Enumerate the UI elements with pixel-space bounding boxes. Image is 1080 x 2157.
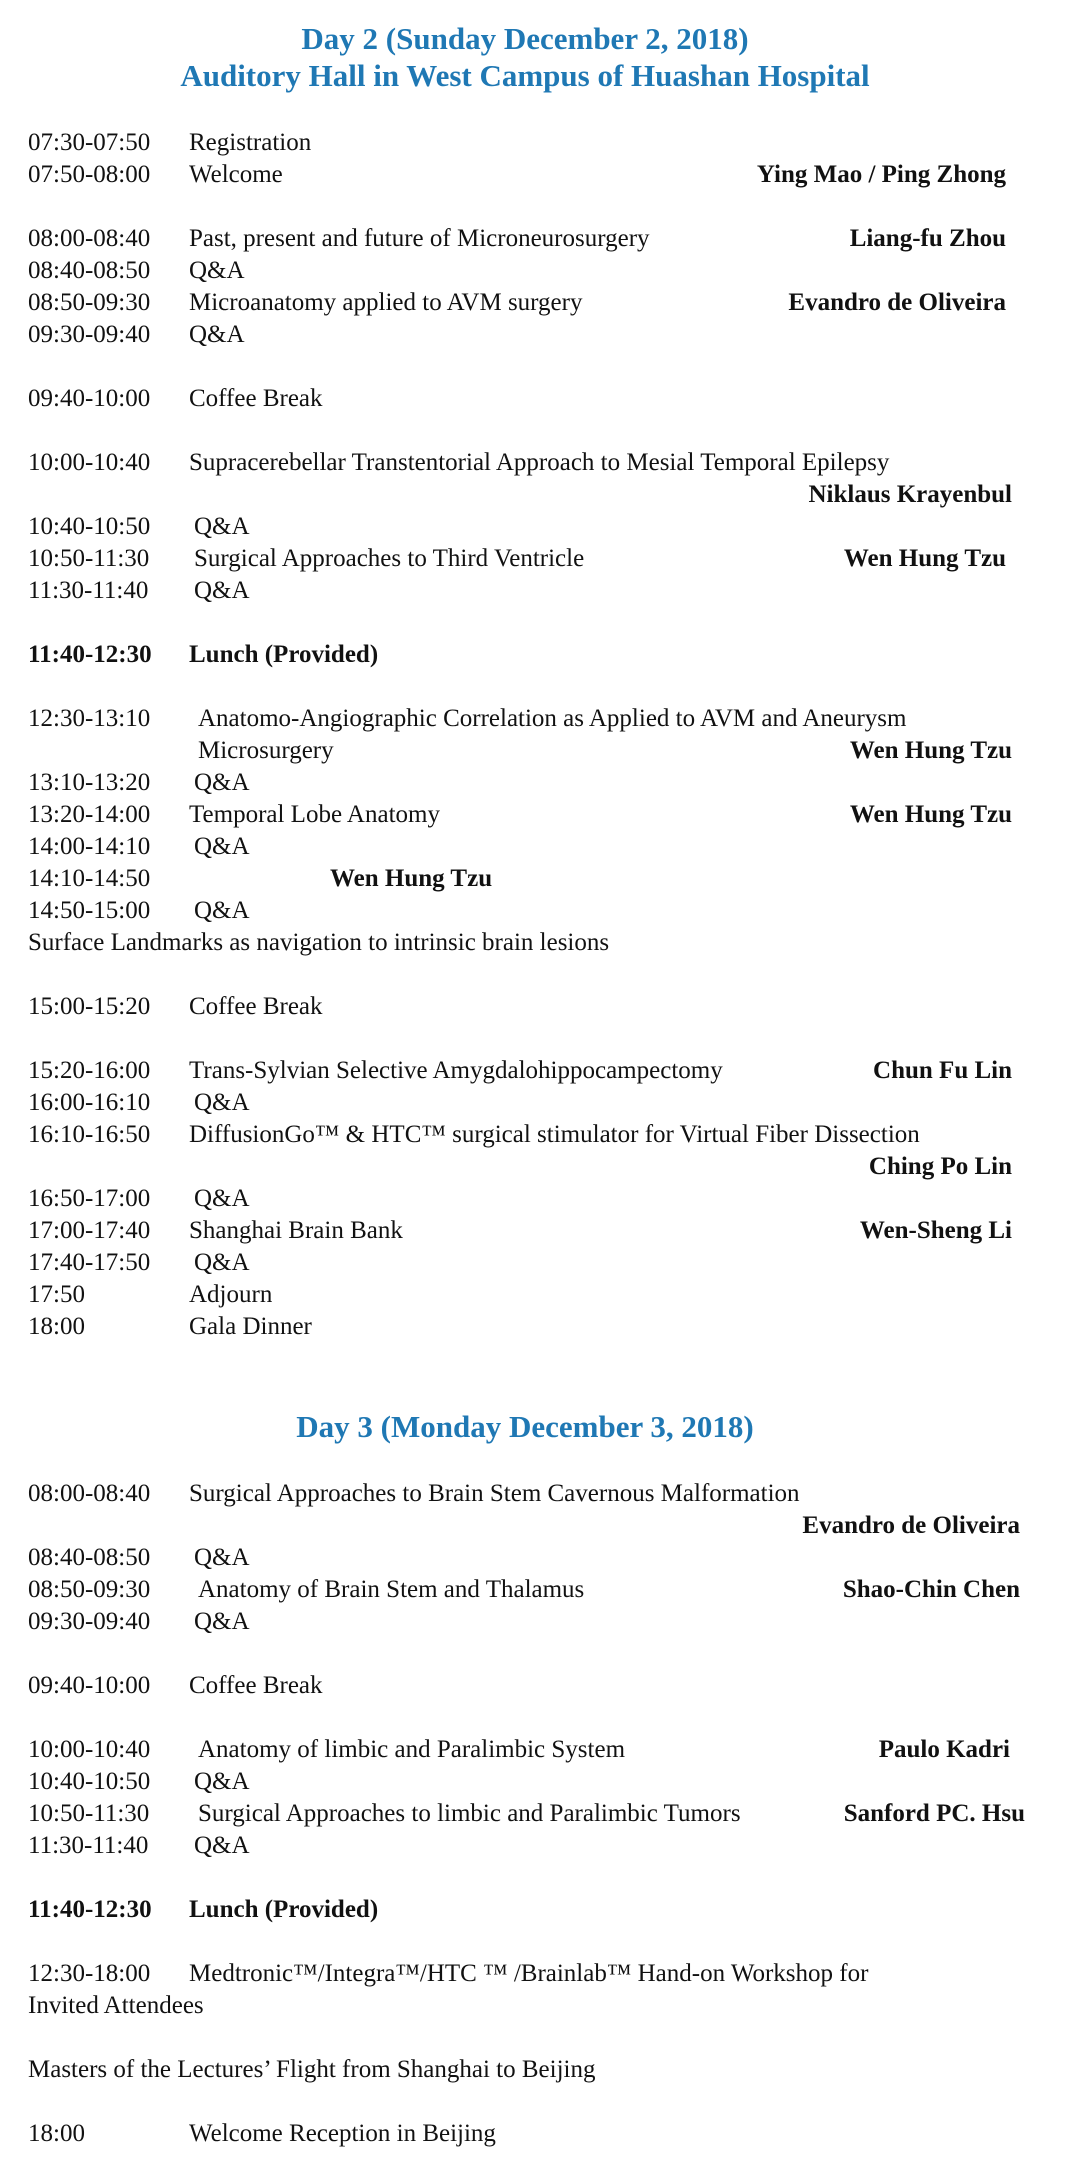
- row-desc: Q&A: [194, 769, 250, 796]
- row-speaker: Wen Hung Tzu: [849, 801, 1012, 828]
- row-desc: Past, present and future of Microneurosurgery: [189, 225, 650, 252]
- row-speaker: Liang-fu Zhou: [849, 225, 1006, 252]
- row-desc: Supracerebellar Transtentorial Approach to Mesial Temporal Epilepsy: [189, 449, 890, 476]
- row-speaker: Shao-Chin Chen: [842, 1576, 1020, 1603]
- row-desc: DiffusionGo™ & HTC™ surgical stimulator for Virtual Fiber Dissection: [189, 1121, 920, 1148]
- row-time: 10:50-11:30: [28, 545, 150, 572]
- lunch-label: Lunch (Provided): [189, 1896, 379, 1923]
- row-time: 13:10-13:20: [28, 769, 151, 796]
- row-desc: Anatomy of Brain Stem and Thalamus: [198, 1576, 585, 1603]
- row-desc: Q&A: [194, 513, 250, 540]
- row-time: 08:00-08:40: [28, 1480, 151, 1507]
- row-desc: Welcome Reception in Beijing: [189, 2120, 496, 2147]
- row-time: 09:30-09:40: [28, 1608, 151, 1635]
- row-desc: Surgical Approaches to Third Ventricle: [194, 545, 585, 572]
- row-desc: Welcome: [189, 161, 283, 188]
- row-time: 16:50-17:00: [28, 1185, 151, 1212]
- row-desc: Coffee Break: [189, 1672, 323, 1699]
- row-time: 12:30-18:00: [28, 1960, 151, 1987]
- row-time: 08:50-09:30: [28, 289, 151, 316]
- row-time: 17:50: [28, 1281, 85, 1308]
- row-time: 08:00-08:40: [28, 225, 151, 252]
- row-note: Surface Landmarks as navigation to intrinsic brain lesions: [28, 929, 610, 956]
- row-time: 07:50-08:00: [28, 161, 151, 188]
- row-time: 17:40-17:50: [28, 1249, 151, 1276]
- row-desc: Coffee Break: [189, 385, 323, 412]
- row-desc: Q&A: [194, 1608, 250, 1635]
- row-time: 17:00-17:40: [28, 1217, 151, 1244]
- row-desc: Surgical Approaches to Brain Stem Cavernous Malformation: [189, 1480, 800, 1507]
- row-time: 09:40-10:00: [28, 385, 151, 412]
- row-desc: Temporal Lobe Anatomy: [189, 801, 440, 828]
- row-desc: Q&A: [194, 1768, 250, 1795]
- row-speaker: Ying Mao / Ping Zhong: [756, 161, 1006, 188]
- row-desc: Q&A: [194, 1249, 250, 1276]
- row-desc: Q&A: [194, 1832, 250, 1859]
- row-desc: Q&A: [194, 833, 250, 860]
- row-time: 14:50-15:00: [28, 897, 151, 924]
- row-time: 08:40-08:50: [28, 1544, 151, 1571]
- row-speaker: Chun Fu Lin: [873, 1057, 1012, 1084]
- row-desc: Q&A: [194, 1185, 250, 1212]
- row-desc-continued: Invited Attendees: [28, 1992, 204, 2019]
- row-desc: Surgical Approaches to limbic and Paralimbic Tumors: [198, 1800, 741, 1827]
- row-speaker: Evandro de Oliveira: [788, 289, 1006, 316]
- day2-venue: Auditory Hall in West Campus of Huashan Hospital: [180, 58, 870, 93]
- row-time: 15:00-15:20: [28, 993, 151, 1020]
- row-speaker: Evandro de Oliveira: [802, 1512, 1020, 1539]
- row-desc: Adjourn: [189, 1281, 273, 1308]
- row-desc: Q&A: [189, 321, 245, 348]
- row-time: 18:00: [28, 1313, 85, 1340]
- row-time: 08:50-09:30: [28, 1576, 151, 1603]
- row-time: 14:10-14:50: [28, 865, 151, 892]
- row-time: 14:00-14:10: [28, 833, 151, 860]
- row-speaker: Wen Hung Tzu: [849, 737, 1012, 764]
- row-time: 09:30-09:40: [28, 321, 151, 348]
- day3-title: Day 3 (Monday December 3, 2018): [296, 1409, 754, 1444]
- row-time: 10:40-10:50: [28, 513, 151, 540]
- row-desc: Microanatomy applied to AVM surgery: [189, 289, 583, 316]
- row-time: 07:30-07:50: [28, 129, 151, 156]
- row-desc: Trans-Sylvian Selective Amygdalohippocampectomy: [189, 1057, 723, 1084]
- lunch-time: 11:40-12:30: [28, 1896, 152, 1923]
- lunch-label: Lunch (Provided): [189, 641, 379, 668]
- row-time: 09:40-10:00: [28, 1672, 151, 1699]
- row-time: 10:00-10:40: [28, 1736, 151, 1763]
- row-desc: Registration: [189, 129, 312, 156]
- row-time: 16:10-16:50: [28, 1121, 151, 1148]
- row-time: 16:00-16:10: [28, 1089, 151, 1116]
- row-time: 11:30-11:40: [28, 1832, 149, 1859]
- row-desc: Anatomy of limbic and Paralimbic System: [198, 1736, 626, 1763]
- row-speaker: Ching Po Lin: [868, 1153, 1012, 1180]
- row-time: 10:50-11:30: [28, 1800, 150, 1827]
- row-time: 10:00-10:40: [28, 449, 151, 476]
- row-time: 12:30-13:10: [28, 705, 151, 732]
- row-desc: Q&A: [194, 1089, 250, 1116]
- row-note: Masters of the Lectures’ Flight from Shanghai to Beijing: [28, 2056, 596, 2083]
- row-time: 18:00: [28, 2120, 85, 2147]
- row-speaker: Niklaus Krayenbul: [808, 481, 1012, 508]
- row-desc: Q&A: [194, 897, 250, 924]
- row-desc: Anatomo-Angiographic Correlation as Applied to AVM and Aneurysm: [198, 705, 907, 732]
- row-desc: Q&A: [194, 577, 250, 604]
- row-speaker: Paulo Kadri: [878, 1736, 1010, 1763]
- row-desc: Q&A: [189, 257, 245, 284]
- row-time: 11:30-11:40: [28, 577, 149, 604]
- day2-title: Day 2 (Sunday December 2, 2018): [301, 21, 749, 56]
- lunch-time: 11:40-12:30: [28, 641, 152, 668]
- row-time: 10:40-10:50: [28, 1768, 151, 1795]
- row-speaker: Wen Hung Tzu: [330, 865, 493, 892]
- row-time: 08:40-08:50: [28, 257, 151, 284]
- row-desc: Medtronic™/Integra™/HTC ™ /Brainlab™ Hand-on Workshop for: [189, 1960, 869, 1987]
- row-speaker: Wen-Sheng Li: [859, 1217, 1012, 1244]
- row-desc: Q&A: [194, 1544, 250, 1571]
- row-speaker: Sanford PC. Hsu: [843, 1800, 1025, 1827]
- row-desc: Gala Dinner: [189, 1313, 312, 1340]
- row-desc: Shanghai Brain Bank: [189, 1217, 403, 1244]
- row-desc-continued: Microsurgery: [198, 737, 334, 764]
- row-time: 15:20-16:00: [28, 1057, 151, 1084]
- row-desc: Coffee Break: [189, 993, 323, 1020]
- row-time: 13:20-14:00: [28, 801, 151, 828]
- row-speaker: Wen Hung Tzu: [843, 545, 1006, 572]
